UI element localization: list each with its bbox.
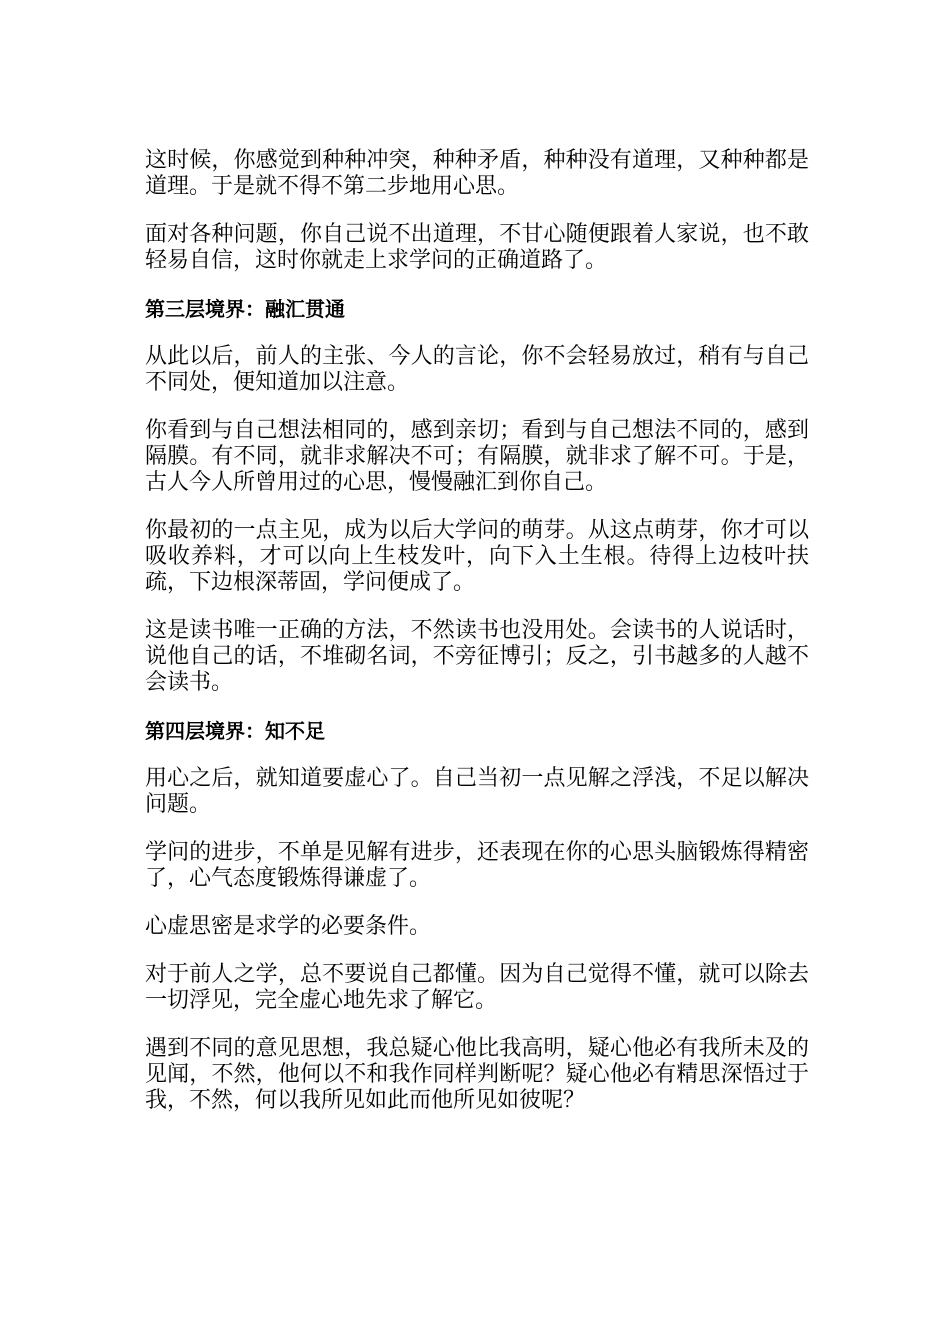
paragraph-7: 用心之后，就知道要虚心了。自己当初一点见解之浮浅，不足以解决问题。 xyxy=(145,766,809,817)
paragraph-8: 学问的进步，不单是见解有进步，还表现在你的心思头脑锻炼得精密了，心气态度锻炼得谦虚了。 xyxy=(145,840,809,891)
paragraph-6: 这是读书唯一正确的方法，不然读书也没用处。会读书的人说话时，说他自己的话，不堆砌名词，不旁征博引；反之，引书越多的人越不会读书。 xyxy=(145,618,809,695)
paragraph-1: 这时候，你感觉到种种冲突，种种矛盾，种种没有道理，又种种都是道理。于是就不得不第二步地用心思。 xyxy=(145,148,809,199)
paragraph-10: 对于前人之学，总不要说自己都懂。因为自己觉得不懂，就可以除去一切浮见，完全虚心地先求了解它。 xyxy=(145,962,809,1013)
paragraph-9: 心虚思密是求学的必要条件。 xyxy=(145,914,432,939)
section-heading-fourth-level: 第四层境界：知不足 xyxy=(145,719,325,743)
section-heading-third-level: 第三层境界：融汇贯通 xyxy=(145,297,345,321)
paragraph-4: 你看到与自己想法相同的，感到亲切；看到与自己想法不同的，感到隔膜。有不同，就非求解决不可；有隔膜，就非求了解不可。于是，古人今人所曾用过的心思，慢慢融汇到你自己。 xyxy=(145,418,809,495)
document-page xyxy=(145,148,809,1136)
paragraph-2: 面对各种问题，你自己说不出道理，不甘心随便跟着人家说，也不敢轻易自信，这时你就走上求学问的正确道路了。 xyxy=(145,222,809,273)
paragraph-3: 从此以后，前人的主张、今人的言论，你不会轻易放过，稍有与自己不同处，便知道加以注意。 xyxy=(145,344,809,395)
paragraph-5: 你最初的一点主见，成为以后大学问的萌芽。从这点萌芽，你才可以吸收养料，才可以向上生枝发叶，向下入土生根。待得上边枝叶扶疏，下边根深蒂固，学问便成了。 xyxy=(145,518,809,595)
paragraph-11: 遇到不同的意见思想，我总疑心他比我高明，疑心他必有我所未及的见闻，不然，他何以不和我作同样判断呢？疑心他必有精思深悟过于我，不然，何以我所见如此而他所见如彼呢？ xyxy=(145,1036,809,1113)
